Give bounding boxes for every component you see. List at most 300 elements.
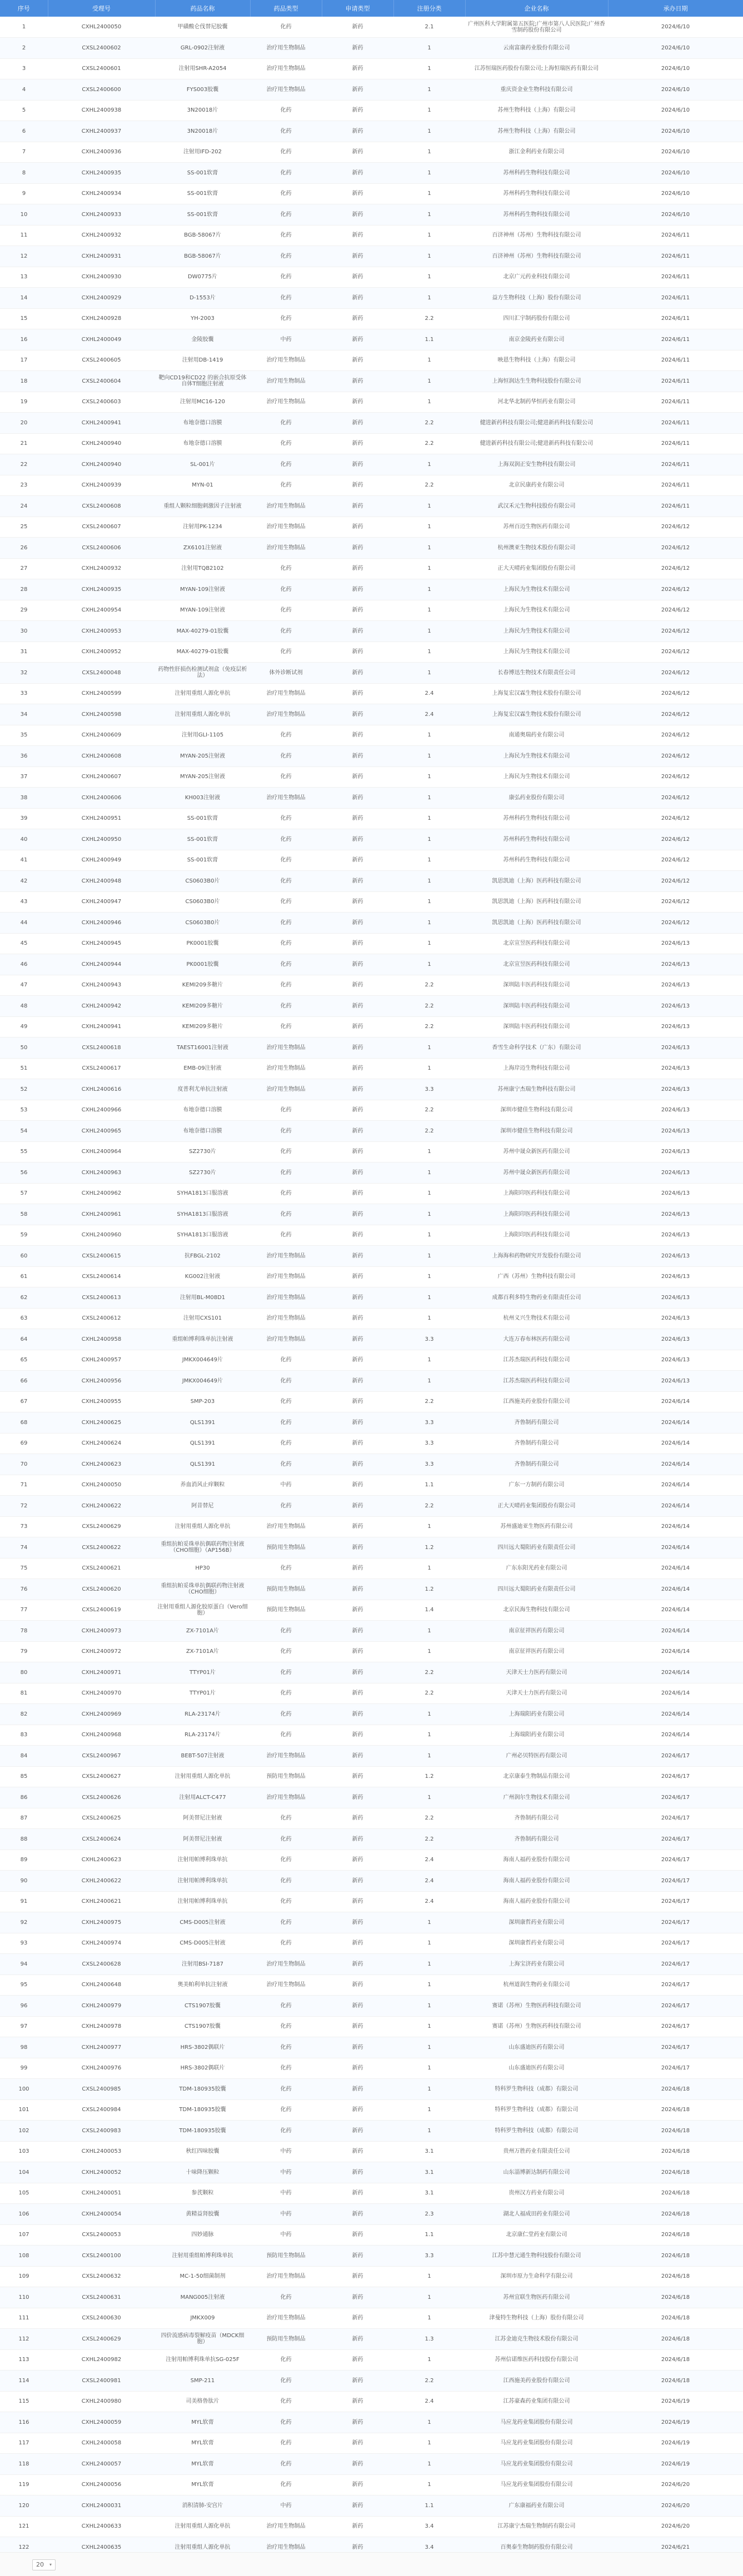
table-row[interactable] [0,1516,743,1537]
cell-drug-type: 化药 [250,2058,322,2079]
cell-drug-name: SS-001软膏 [155,204,250,225]
cell-drug-name: BEBT-507注射液 [155,1746,250,1767]
table-row[interactable] [0,1871,743,1892]
table-row[interactable] [0,183,743,204]
cell-acceptance-no: CXHL2400969 [48,1704,155,1725]
table-row[interactable] [0,766,743,788]
cell-application-type: 新药 [322,1287,393,1309]
table-row[interactable] [0,121,743,142]
cell-application-type: 新药 [322,2204,393,2225]
table-row[interactable] [0,38,743,59]
cell-date: 2024/6/18 [608,2246,743,2267]
cell-drug-type: 化药 [250,1016,322,1038]
cell-index: 6 [0,121,48,142]
cell-application-type: 新药 [322,621,393,642]
cell-drug-type: 治疗用生物制品 [250,1746,322,1767]
cell-drug-name: SL-001片 [155,454,250,475]
pagination-bar [0,2552,743,2576]
cell-registration-class: 1 [393,1058,465,1079]
table-row[interactable] [0,2370,743,2392]
cell-index: 105 [0,2183,48,2204]
table-row[interactable] [0,1287,743,1309]
table-row[interactable] [0,1974,743,1996]
cell-date: 2024/6/12 [608,913,743,934]
table-row[interactable] [0,996,743,1017]
cell-acceptance-no: CXSL2400630 [48,2308,155,2329]
table-header-row [0,0,743,17]
table-row[interactable] [0,579,743,600]
table-row[interactable] [0,683,743,704]
table-row[interactable] [0,2308,743,2329]
table-row[interactable] [0,1496,743,1517]
cell-registration-class: 1 [393,538,465,559]
cell-drug-name: 注射用SHR-A2054 [155,58,250,79]
cell-drug-name: 注射用重组人源化胶原蛋白（Vero细胞） [155,1600,250,1621]
table-row[interactable] [0,1850,743,1871]
cell-drug-name: 抗FBGL-2102 [155,1246,250,1267]
table-row[interactable] [0,1600,743,1621]
table-row[interactable] [0,2287,743,2308]
cell-application-type: 新药 [322,913,393,934]
cell-application-type: 新药 [322,225,393,246]
cell-date: 2024/6/12 [608,891,743,913]
cell-acceptance-no: CXHL2400058 [48,2433,155,2454]
cell-company: 苏州科药生物科技有限公司 [465,808,608,829]
table-row[interactable] [0,2495,743,2517]
cell-date: 2024/6/17 [608,1933,743,1954]
table-row[interactable] [0,1433,743,1454]
cell-company: 齐鲁制药有限公司 [465,1454,608,1475]
cell-application-type: 新药 [322,850,393,871]
cell-acceptance-no: CXSL2400620 [48,1579,155,1600]
cell-date: 2024/6/12 [608,871,743,892]
page-size-select[interactable] [32,2559,56,2570]
cell-registration-class: 1 [393,1162,465,1184]
table-row[interactable] [0,2412,743,2433]
cell-company: 上海民为生物技术有限公司 [465,600,608,621]
cell-acceptance-no: CXSL2400613 [48,1287,155,1309]
cell-index: 20 [0,413,48,434]
table-row[interactable] [0,1016,743,1038]
cell-acceptance-no: CXHL2400935 [48,579,155,600]
table-row[interactable] [0,2433,743,2454]
cell-application-type: 新药 [322,663,393,684]
table-row[interactable] [0,1475,743,1496]
table-row[interactable] [0,142,743,163]
col-header-application-type[interactable]: 申请类型 [322,0,393,17]
cell-acceptance-no: CXHL2400970 [48,1683,155,1704]
table-row[interactable] [0,2349,743,2370]
table-row[interactable] [0,2224,743,2246]
table-row[interactable] [0,891,743,913]
table-row[interactable] [0,163,743,184]
cell-application-type: 新药 [322,2099,393,2121]
table-row[interactable] [0,496,743,517]
cell-registration-class: 2.2 [393,1100,465,1121]
table-row[interactable] [0,517,743,538]
table-row[interactable] [0,1454,743,1475]
table-row[interactable] [0,1162,743,1184]
cell-index: 99 [0,2058,48,2079]
table-row[interactable] [0,1412,743,1434]
cell-company: 广州润尔生物技术有限公司 [465,1787,608,1808]
table-row[interactable] [0,1308,743,1329]
table-row[interactable] [0,2162,743,2183]
table-row[interactable] [0,1266,743,1287]
cell-application-type: 新药 [322,17,393,38]
table-row[interactable] [0,2329,743,2350]
cell-company: 上海阳印医药科技有限公司 [465,1183,608,1204]
cell-company: 上海民为生物技术有限公司 [465,766,608,788]
cell-index: 77 [0,1600,48,1621]
table-row[interactable] [0,2266,743,2287]
table-row[interactable] [0,2121,743,2142]
cell-acceptance-no: CXHL2400955 [48,1391,155,1412]
table-row[interactable] [0,1996,743,2017]
table-row[interactable] [0,58,743,79]
table-row[interactable] [0,1038,743,1059]
cell-date: 2024/6/18 [608,2183,743,2204]
cell-company: 山东盛迪医药有限公司 [465,2058,608,2079]
table-row[interactable] [0,2183,743,2204]
cell-acceptance-no: CXHL2400940 [48,454,155,475]
cell-index: 48 [0,996,48,1017]
cell-index: 116 [0,2412,48,2433]
cell-registration-class: 2.2 [393,1808,465,1829]
table-row[interactable] [0,621,743,642]
table-row[interactable] [0,1787,743,1808]
table-row[interactable] [0,1350,743,1371]
cell-date: 2024/6/13 [608,1308,743,1329]
table-row[interactable] [0,704,743,725]
cell-application-type: 新药 [322,1933,393,1954]
table-row[interactable] [0,913,743,934]
table-row[interactable] [0,1704,743,1725]
cell-date: 2024/6/20 [608,2516,743,2537]
table-row[interactable] [0,2079,743,2100]
col-header-drug-type[interactable]: 药品类型 [250,0,322,17]
cell-company: 马应龙药业集团股份有限公司 [465,2474,608,2495]
cell-date: 2024/6/12 [608,704,743,725]
cell-drug-name: SZ2730片 [155,1141,250,1162]
cell-date: 2024/6/12 [608,683,743,704]
table-row[interactable] [0,1558,743,1579]
table-row[interactable] [0,746,743,767]
cell-drug-type: 化药 [250,2391,322,2412]
cell-date: 2024/6/17 [608,2016,743,2037]
cell-index: 78 [0,1621,48,1642]
cell-acceptance-no: CXHL2400059 [48,2412,155,2433]
cell-drug-type: 治疗用生物制品 [250,788,322,809]
table-row[interactable] [0,2016,743,2037]
cell-drug-type: 化药 [250,829,322,850]
table-row[interactable] [0,288,743,309]
table-row[interactable] [0,829,743,850]
table-row[interactable] [0,1079,743,1100]
table-row[interactable] [0,808,743,829]
table-row[interactable] [0,1100,743,1121]
cell-date: 2024/6/13 [608,1287,743,1309]
cell-company: 津曼特生物科技（上海）股份有限公司 [465,2308,608,2329]
cell-acceptance-no: CXSL2400625 [48,1808,155,1829]
table-row[interactable] [0,600,743,621]
cell-acceptance-no: CXHL2400951 [48,808,155,829]
table-row[interactable] [0,392,743,413]
cell-drug-type: 治疗用生物制品 [250,2266,322,2287]
table-row[interactable] [0,475,743,496]
cell-application-type: 新药 [322,433,393,454]
table-row[interactable] [0,1933,743,1954]
table-row[interactable] [0,933,743,954]
cell-date: 2024/6/11 [608,246,743,267]
table-row[interactable] [0,954,743,975]
table-row[interactable] [0,1225,743,1246]
cell-company: 马应龙药业集团股份有限公司 [465,2433,608,2454]
cell-company: 苏州生物科技（上海）有限公司 [465,100,608,121]
cell-date: 2024/6/13 [608,1038,743,1059]
table-row[interactable] [0,1371,743,1392]
cell-index: 4 [0,79,48,101]
table-row[interactable] [0,2037,743,2058]
cell-application-type: 新药 [322,1954,393,1975]
cell-acceptance-no: CXHL2400948 [48,871,155,892]
col-header-company[interactable]: 企业名称 [465,0,608,17]
col-header-registration-class[interactable]: 注册分类 [393,0,465,17]
table-row[interactable] [0,17,743,38]
cell-company: 海南人福药业股份有限公司 [465,1871,608,1892]
cell-date: 2024/6/13 [608,1162,743,1184]
cell-application-type: 新药 [322,2370,393,2392]
table-row[interactable] [0,1579,743,1600]
cell-acceptance-no: CXSL2400601 [48,58,155,79]
table-row[interactable] [0,1808,743,1829]
table-row[interactable] [0,1141,743,1162]
table-row[interactable] [0,267,743,288]
table-row[interactable] [0,329,743,350]
table-row[interactable] [0,225,743,246]
cell-index: 106 [0,2204,48,2225]
table-row[interactable] [0,975,743,996]
cell-drug-name: MYAN-109注射液 [155,600,250,621]
cell-drug-type: 化药 [250,142,322,163]
table-row[interactable] [0,1891,743,1912]
cell-acceptance-no: CXHL2400943 [48,975,155,996]
cell-acceptance-no: CXHL2400609 [48,725,155,746]
table-row[interactable] [0,1204,743,1225]
cell-index: 114 [0,2370,48,2392]
cell-registration-class: 1 [393,2454,465,2475]
table-row[interactable] [0,454,743,475]
cell-drug-type: 中药 [250,2224,322,2246]
cell-drug-type: 治疗用生物制品 [250,371,322,392]
table-row[interactable] [0,725,743,746]
cell-company: 凯思凯迪（上海）医药科技有限公司 [465,871,608,892]
table-row[interactable] [0,663,743,684]
table-row[interactable] [0,1912,743,1933]
cell-company: 映恩生物科技（上海）有限公司 [465,350,608,371]
cell-application-type: 新药 [322,871,393,892]
cell-index: 50 [0,1038,48,1059]
cell-drug-name: MYL软膏 [155,2412,250,2433]
cell-date: 2024/6/18 [608,2099,743,2121]
cell-index: 35 [0,725,48,746]
cell-registration-class: 2.4 [393,1850,465,1871]
cell-acceptance-no: CXHL2400057 [48,2454,155,2475]
table-row[interactable] [0,1537,743,1558]
table-row[interactable] [0,1829,743,1850]
table-row[interactable] [0,642,743,663]
table-row[interactable] [0,433,743,454]
table-row[interactable] [0,558,743,579]
table-row[interactable] [0,1183,743,1204]
cell-application-type: 新药 [322,704,393,725]
cell-index: 56 [0,1162,48,1184]
cell-company: 山东淄博新达制药有限公司 [465,2162,608,2183]
cell-date: 2024/6/10 [608,100,743,121]
cell-drug-name: MANG005注射液 [155,2287,250,2308]
cell-drug-type: 化药 [250,121,322,142]
cell-date: 2024/6/14 [608,1704,743,1725]
cell-acceptance-no: CXHL2400622 [48,1871,155,1892]
table-row[interactable] [0,413,743,434]
cell-acceptance-no: CXHL2400957 [48,1350,155,1371]
cell-registration-class: 1 [393,1954,465,1975]
table-row[interactable] [0,850,743,871]
cell-drug-name: 度普利尤单抗注射液 [155,1079,250,1100]
cell-drug-type: 化药 [250,1121,322,1142]
col-header-drug-name[interactable]: 药品名称 [155,0,250,17]
cell-drug-name: MC-1-50细菌制剂 [155,2266,250,2287]
table-row[interactable] [0,788,743,809]
cell-acceptance-no: CXHL2400940 [48,433,155,454]
table-row[interactable] [0,871,743,892]
cell-company: 广西（苏州）生物科技有限公司 [465,1266,608,1287]
table-row[interactable] [0,2391,743,2412]
cell-acceptance-no: CXHL2400623 [48,1850,155,1871]
table-row[interactable] [0,1683,743,1704]
cell-index: 113 [0,2349,48,2370]
cell-registration-class: 1 [393,1787,465,1808]
cell-acceptance-no: CXHL2400598 [48,704,155,725]
cell-acceptance-no: CXHL2400929 [48,288,155,309]
table-row[interactable] [0,371,743,392]
cell-date: 2024/6/17 [608,1891,743,1912]
cell-registration-class: 1.1 [393,2495,465,2517]
col-header-date[interactable]: 承办日期 [608,0,743,17]
cell-drug-name: HRS-3802偶联片 [155,2037,250,2058]
table-row[interactable] [0,2516,743,2537]
table-row[interactable] [0,1391,743,1412]
cell-index: 94 [0,1954,48,1975]
cell-application-type: 新药 [322,1725,393,1746]
cell-index: 19 [0,392,48,413]
table-row[interactable] [0,1641,743,1662]
cell-drug-name: CMS-D005注射液 [155,1912,250,1933]
cell-application-type: 新药 [322,38,393,59]
cell-company: 上海瑞阳药业有限公司 [465,1704,608,1725]
cell-index: 76 [0,1579,48,1600]
cell-drug-name: 消积清肺-安宫片 [155,2495,250,2517]
cell-index: 74 [0,1537,48,1558]
table-row[interactable] [0,1954,743,1975]
col-header-index[interactable]: 序号 [0,0,48,17]
table-row[interactable] [0,1246,743,1267]
table-row[interactable] [0,100,743,121]
table-row[interactable] [0,2141,743,2162]
cell-company: 健进新药科技有限公司;健进新药科技有限公司 [465,433,608,454]
cell-company: 齐鲁制药有限公司 [465,1808,608,1829]
cell-drug-name: 注射用IFD-202 [155,142,250,163]
col-header-acceptance-no[interactable]: 受理号 [48,0,155,17]
table-row[interactable] [0,246,743,267]
table-row[interactable] [0,2474,743,2495]
table-row[interactable] [0,1058,743,1079]
table-row[interactable] [0,1725,743,1746]
cell-acceptance-no: CXHL2400936 [48,142,155,163]
cell-drug-type: 治疗用生物制品 [250,1954,322,1975]
cell-index: 53 [0,1100,48,1121]
cell-acceptance-no: CXHL2400633 [48,2516,155,2537]
cell-registration-class: 1.1 [393,1475,465,1496]
table-row[interactable] [0,1766,743,1787]
cell-application-type: 新药 [322,1579,393,1600]
table-row[interactable] [0,2454,743,2475]
cell-index: 47 [0,975,48,996]
cell-acceptance-no: CXSL2400600 [48,79,155,101]
table-row[interactable] [0,1329,743,1350]
cell-index: 107 [0,2224,48,2246]
table-row[interactable] [0,2246,743,2267]
cell-drug-name: SMP-203 [155,1391,250,1412]
cell-index: 119 [0,2474,48,2495]
table-row[interactable] [0,1746,743,1767]
table-row[interactable] [0,2204,743,2225]
cell-drug-name: 注射用ALCT-C477 [155,1787,250,1808]
table-row[interactable] [0,1121,743,1142]
cell-drug-type: 化药 [250,1433,322,1454]
table-row[interactable] [0,1621,743,1642]
table-row[interactable] [0,79,743,101]
table-row[interactable] [0,308,743,329]
cell-drug-type: 治疗用生物制品 [250,1079,322,1100]
cell-registration-class: 2.2 [393,2370,465,2392]
table-row[interactable] [0,204,743,225]
cell-drug-type: 化药 [250,204,322,225]
cell-drug-type: 预防用生物制品 [250,1579,322,1600]
cell-index: 79 [0,1641,48,1662]
cell-drug-name: RLA-23174片 [155,1725,250,1746]
cell-index: 62 [0,1287,48,1309]
cell-application-type: 新药 [322,2058,393,2079]
cell-drug-type: 化药 [250,2016,322,2037]
cell-company: 苏州生物科技（上海）有限公司 [465,121,608,142]
cell-drug-name: CS0603B0片 [155,913,250,934]
cell-company: 马应龙药业集团股份有限公司 [465,2454,608,2475]
table-row[interactable] [0,2058,743,2079]
table-row[interactable] [0,1662,743,1683]
cell-company: 苏州中晟众新医药有限公司 [465,1162,608,1184]
cell-drug-type: 化药 [250,1371,322,1392]
cell-registration-class: 2.2 [393,975,465,996]
cell-acceptance-no: CXHL2400648 [48,1974,155,1996]
cell-index: 120 [0,2495,48,2517]
cell-drug-name: 重组抗帕妥珠单抗偶联药物注射液（CHO细胞）（AP156B） [155,1537,250,1558]
cell-registration-class: 3.3 [393,1454,465,1475]
table-row[interactable] [0,350,743,371]
cell-company: 苏州百迈生物医药有限公司 [465,517,608,538]
table-row[interactable] [0,538,743,559]
table-row[interactable] [0,2099,743,2121]
